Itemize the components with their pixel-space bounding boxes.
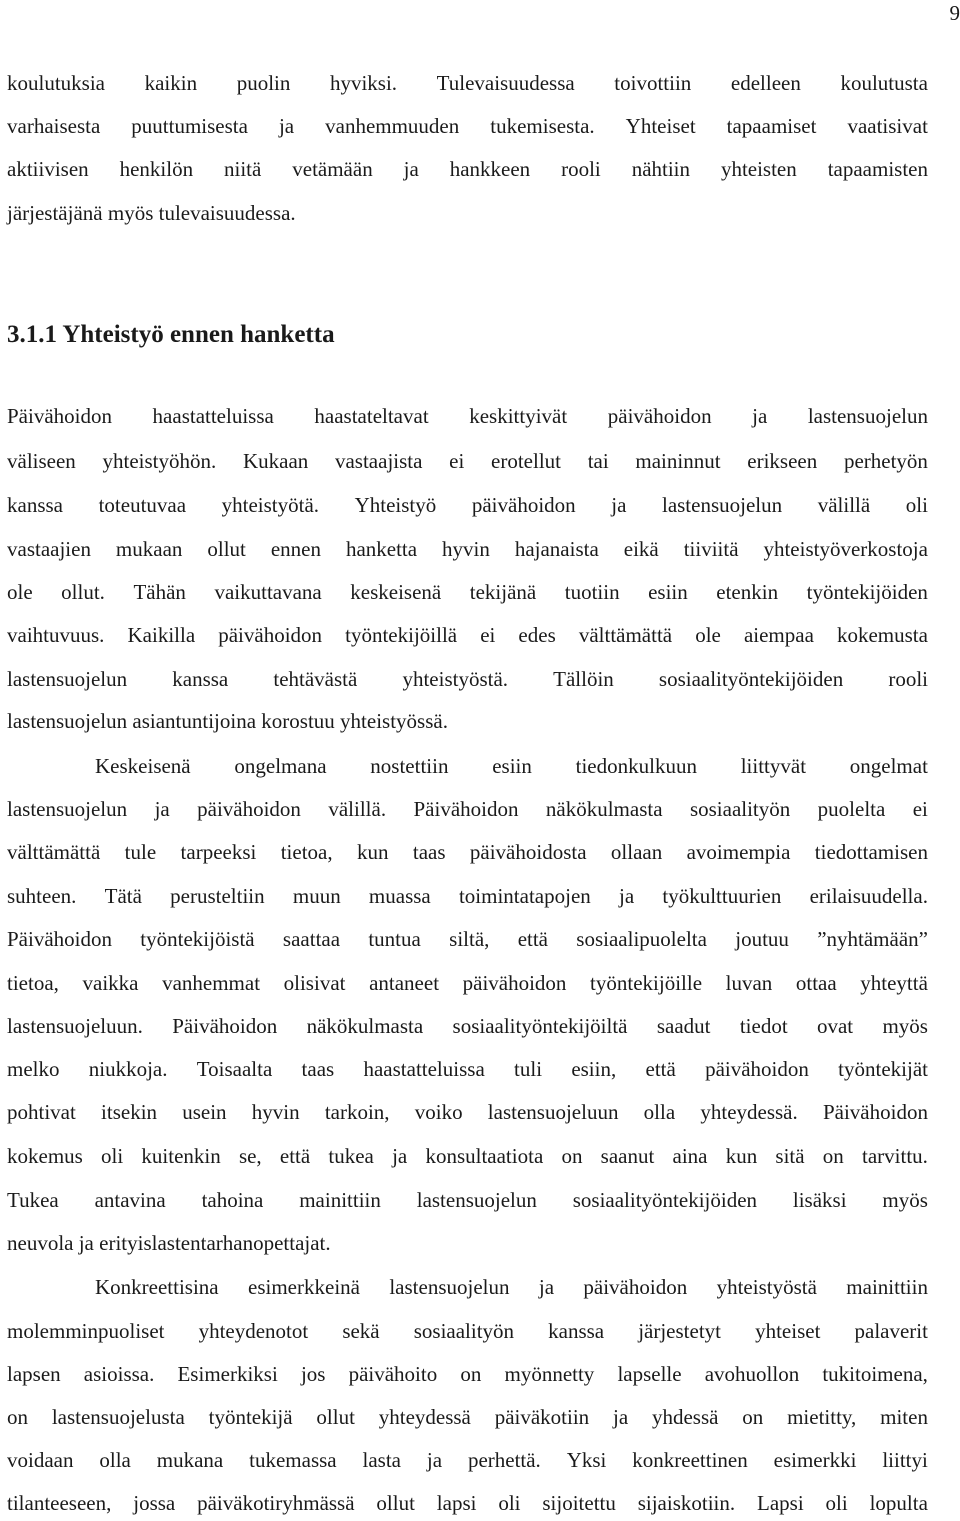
text-line: Keskeisenä ongelmana nostettiin esiin tiedonkulkuun liittyvät ongelmat: [95, 754, 928, 778]
text-line: väliseen yhteistyöhön. Kukaan vastaajista ei erotellut tai maininnut erikseen perhetyön: [7, 449, 928, 473]
text-line: melko niukkoja. Toisaalta taas haastatteluissa tuli esiin, että päivähoidon työntekijät: [7, 1057, 928, 1081]
text-line: lastensuojeluun. Päivähoidon näkökulmasta sosiaalityöntekijöiltä saadut tiedot ovat myös: [7, 1014, 928, 1038]
text-line: varhaisesta puuttumisesta ja vanhemmuuden tukemisesta. Yhteiset tapaamiset vaatisivat: [7, 114, 928, 138]
text-line: suhteen. Tätä perusteltiin muun muassa toimintatapojen ja työkulttuurien erilaisuudella.: [7, 884, 928, 908]
text-line: neuvola ja erityislastentarhanopettajat.: [7, 1231, 331, 1255]
text-line: Tukea antavina tahoina mainittiin lastensuojelun sosiaalityöntekijöiden lisäksi myös: [7, 1188, 928, 1212]
text-line: kokemus oli kuitenkin se, että tukea ja konsultaatiota on saanut aina kun sitä on tarvittu.: [7, 1144, 928, 1168]
text-line: vastaajien mukaan ollut ennen hanketta hyvin hajanaista eikä tiiviitä yhteistyöverkostoja: [7, 537, 928, 561]
text-line: lastensuojelun kanssa tehtävästä yhteistyöstä. Tällöin sosiaalityöntekijöiden rooli: [7, 667, 928, 691]
text-line: Päivähoidon työntekijöistä saattaa tuntua siltä, että sosiaalipuolelta joutuu ”nyhtämään”: [7, 927, 928, 951]
text-line: järjestäjänä myös tulevaisuudessa.: [7, 201, 296, 225]
text-line: ole ollut. Tähän vaikuttavana keskeisenä tekijänä tuotiin esiin etenkin työntekijöiden: [7, 580, 928, 604]
text-line: voidaan olla mukana tukemassa lasta ja perhettä. Yksi konkreettinen esimerkki liittyi: [7, 1448, 928, 1472]
text-line: lastensuojelun ja päivähoidon välillä. Päivähoidon näkökulmasta sosiaalityön puolelta ei: [7, 797, 928, 821]
section-heading: 3.1.1 Yhteistyö ennen hanketta: [7, 321, 335, 348]
text-line: koulutuksia kaikin puolin hyviksi. Tulevaisuudessa toivottiin edelleen koulutusta: [7, 71, 928, 95]
text-line: kanssa toteutuvaa yhteistyötä. Yhteistyö päivähoidon ja lastensuojelun välillä oli: [7, 493, 928, 517]
text-line: lastensuojelun asiantuntijoina korostuu yhteistyössä.: [7, 709, 448, 733]
text-line: molemminpuoliset yhteydenotot sekä sosiaalityön kanssa järjestetyt yhteiset palaverit: [7, 1319, 928, 1343]
text-line: Päivähoidon haastatteluissa haastateltavat keskittyivät päivähoidon ja lastensuojelun: [7, 404, 928, 428]
text-line: vaihtuvuus. Kaikilla päivähoidon työntekijöillä ei edes välttämättä ole aiempaa kokemusta: [7, 623, 928, 647]
text-line: Konkreettisina esimerkkeinä lastensuojelun ja päivähoidon yhteistyöstä mainittiin: [95, 1275, 928, 1299]
page-number: 9: [949, 1, 960, 25]
text-line: aktiivisen henkilön niitä vetämään ja hankkeen rooli nähtiin yhteisten tapaamisten: [7, 157, 928, 181]
text-line: välttämättä tule tarpeeksi tietoa, kun taas päivähoidosta ollaan avoimempia tiedottamisen: [7, 840, 928, 864]
text-line: pohtivat itsekin usein hyvin tarkoin, voiko lastensuojeluun olla yhteydessä. Päivähoidon: [7, 1100, 928, 1124]
text-line: on lastensuojelusta työntekijä ollut yhteydessä päiväkotiin ja yhdessä on mietitty, miten: [7, 1405, 928, 1429]
text-line: tietoa, vaikka vanhemmat olisivat antaneet päivähoidon työntekijöille luvan ottaa yhteyttä: [7, 971, 928, 995]
text-line: lapsen asioissa. Esimerkiksi jos päivähoito on myönnetty lapselle avohuollon tukitoimena,: [7, 1362, 928, 1386]
text-line: tilanteeseen, jossa päiväkotiryhmässä ollut lapsi oli sijoitettu sijaiskotiin. Lapsi oli lopulta: [7, 1491, 928, 1515]
